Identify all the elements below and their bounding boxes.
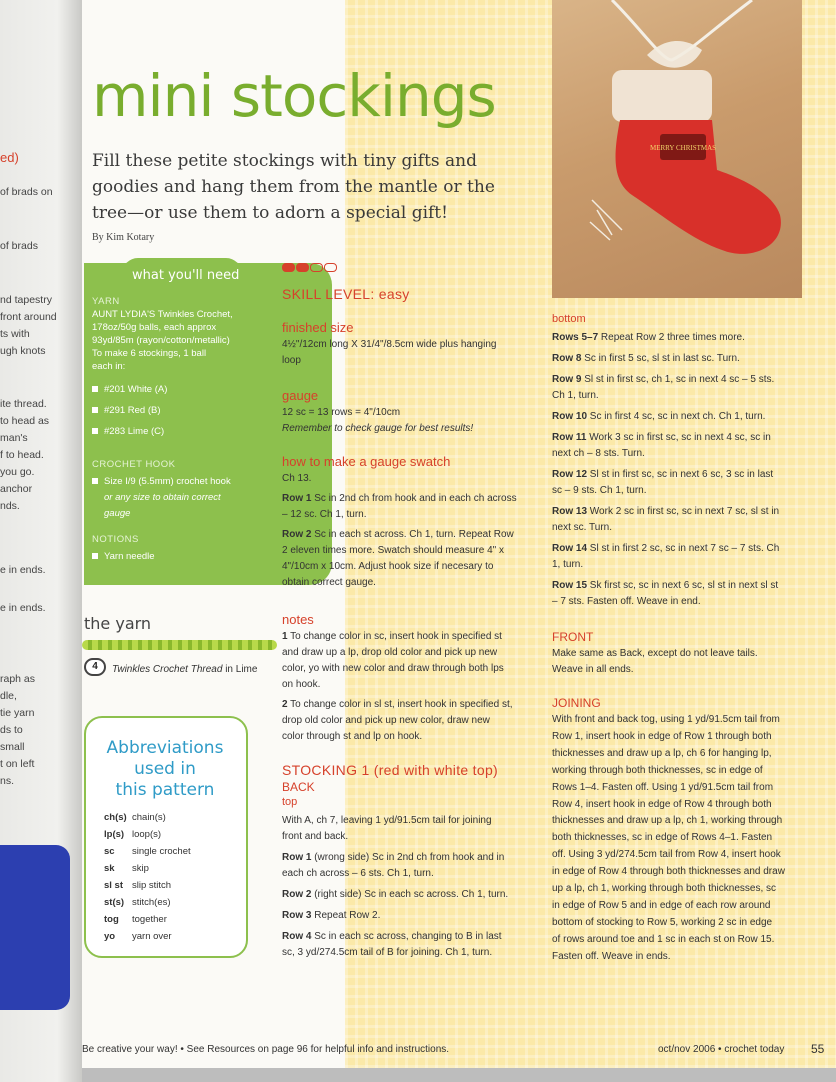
row-label: Row 1 — [282, 493, 312, 504]
text-line: drop old color and pick up new color, draw new — [282, 715, 490, 726]
row-label: Row 1 — [282, 852, 312, 863]
notions-item — [92, 550, 155, 563]
prev-fragment: ds to — [0, 724, 23, 736]
skill-level-label: SKILL LEVEL: easy — [282, 286, 410, 302]
text-line: Sl st in first sc, ch 1, sc in next 4 sc – 5 sts. — [581, 374, 775, 385]
swatch-text — [282, 471, 517, 591]
yarn-line: 178oz/50g balls, each approx — [92, 322, 217, 333]
prev-fragment: to head as — [0, 415, 50, 427]
text-line: of rows around toe and 1 sc in each st on Row 15. — [552, 933, 775, 945]
row-label: Row 13 — [552, 506, 588, 517]
stocking1-heading: STOCKING 1 (red with white top) — [282, 762, 498, 778]
gauge-note: Remember to check gauge for best results! — [282, 423, 474, 434]
prev-fragment: ugh knots — [0, 345, 46, 357]
abbr-code: sl st — [104, 880, 124, 891]
text-line: – 7 sts. Fasten off. Weave in end. — [552, 596, 701, 607]
intro-text: Fill these petite stockings with tiny gifts and goodies and hang them from the mantle or the tree—or use them to adorn a special gift! — [92, 151, 495, 223]
text-line: Work 2 sc in first sc, sc in next 7 sc, sl st in — [587, 506, 780, 517]
byline: By Kim Kotary — [92, 232, 155, 243]
prev-fragment: of brads on — [0, 186, 53, 198]
row-label: Row 14 — [552, 543, 588, 554]
text-line: off. Using 3 yd/274.5cm tail from Row 4, insert hook — [552, 849, 781, 861]
abbr-item — [104, 931, 172, 942]
yarn-strand-image — [82, 640, 277, 650]
footer-issue: oct/nov 2006 • crochet today — [658, 1044, 785, 1055]
yarn-label — [112, 664, 257, 675]
row-label: Row 2 — [282, 889, 312, 900]
text-line: Ch 13. — [282, 473, 312, 484]
prev-fragment: e in ends. — [0, 602, 46, 614]
row-label: Row 9 — [552, 374, 582, 385]
notions-heading: NOTIONS — [92, 534, 139, 545]
prev-fragment: f to head. — [0, 449, 44, 461]
text-line: both thicknesses, sc in edge of Rows 4–1. Fasten — [552, 832, 773, 844]
row-label: Row 2 — [282, 529, 312, 540]
yarn-title: the yarn — [84, 614, 152, 633]
bullet-icon — [92, 407, 98, 413]
swatch-heading: how to make a gauge swatch — [282, 454, 451, 469]
skill-level-meter — [282, 259, 338, 277]
text-line: Row 1, insert hook in edge of Row 1 through both — [552, 730, 772, 742]
text-line: next sc. Turn. — [552, 522, 613, 533]
text-line: Sc in first 5 sc, sl st in last sc. Turn. — [581, 353, 740, 364]
color-label: #291 Red (B) — [104, 405, 161, 416]
prev-fragment: you go. — [0, 466, 35, 478]
stocking-illustration — [552, 0, 802, 298]
prev-page-blue-panel — [0, 845, 70, 1010]
text-line: thicknesses and draw up a lp, ch 6 for hanging lp, — [552, 747, 772, 759]
text-line: (right side) Sc in each sc across. Ch 1, turn. — [311, 889, 509, 900]
prev-fragment: of brads — [0, 240, 38, 252]
prev-fragment: nds. — [0, 500, 20, 512]
text-line: color, yo with new color and draw through both lps — [282, 663, 504, 674]
text-line: color through st and lp on hook. — [282, 731, 423, 742]
text-line: (wrong side) Sc in 2nd ch from hook and in — [311, 852, 505, 863]
abbr-meaning: single crochet — [132, 846, 191, 857]
prev-fragment: ed) — [0, 150, 19, 165]
prev-fragment: t on left — [0, 758, 35, 770]
text-line: sc, 3 yd/274.5cm tail of B for joining. Ch 1, turn. — [282, 947, 493, 958]
row-label: Row 8 — [552, 353, 582, 364]
abbr-code: ch(s) — [104, 812, 127, 823]
yarn-line: each in: — [92, 361, 126, 372]
text-line: on hook. — [282, 679, 321, 690]
hook-heading: CROCHET HOOK — [92, 459, 176, 470]
prev-fragment: ite thread. — [0, 398, 47, 410]
text-line: Repeat Row 2. — [311, 910, 381, 921]
notions-label: Yarn needle — [104, 551, 155, 562]
prev-fragment: small — [0, 741, 25, 753]
text-line: To change color in sc, insert hook in specified st — [287, 631, 502, 642]
hook-line: gauge — [104, 508, 131, 519]
text-line: Sl st in first sc, sc in next 6 sc, 3 sc in last — [587, 469, 774, 480]
abbr-title-line: this pattern — [115, 780, 215, 800]
note-number: 1 — [282, 631, 288, 642]
row-label: Row 12 — [552, 469, 588, 480]
color-label: #201 White (A) — [104, 384, 168, 395]
text-line: each ch across – 6 sts. Ch 1, turn. — [282, 868, 434, 879]
text-line: To change color in sl st, insert hook in specified st, — [287, 699, 513, 710]
text-line: Ch 1, turn. — [552, 390, 599, 401]
prev-fragment: ts with — [0, 328, 30, 340]
abbr-meaning: slip stitch — [132, 880, 172, 891]
row-label: Row 10 — [552, 411, 588, 422]
front-text — [552, 646, 758, 678]
bullet-icon — [92, 478, 98, 484]
footer-tagline: Be creative your way! • See Resources on page 96 for helpful info and instructions. — [82, 1044, 450, 1055]
row-label: Row 3 — [282, 910, 312, 921]
abbr-code: st(s) — [104, 897, 125, 908]
yarn-line: AUNT LYDIA'S Twinkles Crochet, — [92, 309, 233, 320]
abbr-meaning: loop(s) — [132, 829, 162, 840]
text-line: in edge of Row 4 through both thicknesses and draw — [552, 866, 785, 878]
text-line: working through both thicknesses, sc in edge of — [552, 764, 763, 776]
top-heading: top — [282, 796, 298, 808]
abbr-code: tog — [104, 914, 119, 925]
text-line: and draw up a lp, drop old color and pick up new — [282, 647, 498, 658]
text-line: 4½"/12cm long X 31/4"/8.5cm wide plus hanging — [282, 339, 497, 350]
abbr-title-line: Abbreviations — [106, 738, 224, 758]
abbr-code: yo — [104, 931, 116, 942]
text-line: front and back. — [282, 831, 349, 842]
text-line: Repeat Row 2 three times more. — [598, 332, 745, 343]
finished-size-heading: finished size — [282, 320, 354, 335]
hook-line: or any size to obtain correct — [104, 492, 221, 503]
yarn-line: 93yd/85m (rayon/cotton/metallic) — [92, 335, 230, 346]
row-label: Row 11 — [552, 432, 587, 443]
text-line: Row 4, insert hook in edge of Row 4 through both — [552, 798, 772, 810]
text-line: Rows 1–4. Fasten off. Using 1 yd/91.5cm tail from — [552, 781, 774, 793]
prev-fragment: front around — [0, 311, 57, 323]
text-line: With front and back tog, using 1 yd/91.5cm tail from — [552, 714, 780, 725]
hook-line — [92, 475, 231, 488]
abbr-code: sc — [104, 846, 115, 857]
color-item — [92, 383, 167, 396]
skill-pip — [296, 263, 309, 272]
row-label: Row 4 — [282, 931, 312, 942]
stocking-photo — [552, 0, 802, 298]
color-item — [92, 425, 164, 438]
prev-fragment: raph as — [0, 673, 36, 685]
text-line: loop — [282, 355, 301, 366]
text-line: 12 sc = 13 rows = 4"/10cm — [282, 407, 401, 418]
bullet-icon — [92, 553, 98, 559]
color-label: #283 Lime (C) — [104, 426, 165, 437]
color-item — [92, 404, 161, 417]
text-line: Work 3 sc in first sc, sc in next 4 sc, sc in — [586, 432, 771, 443]
text-line: in edge of Row 5 and in edge of each row around — [552, 899, 771, 911]
needs-title: what you'll need — [132, 268, 240, 283]
text-line: Sl st in first 2 sc, sc in next 7 sc – 7 sts. Ch — [587, 543, 780, 554]
text-line: Make same as Back, except do not leave tails. — [552, 648, 758, 659]
prev-fragment: nd tapestry — [0, 294, 52, 306]
text-line: Fasten off. Weave in ends. — [552, 950, 671, 962]
prev-fragment: e in ends. — [0, 564, 46, 576]
text-line: 4"/10cm x 10cm. Adjust hook size if necesary to — [282, 561, 494, 572]
text-line: up a lp, ch 1, working through both thicknesses, sc — [552, 883, 777, 895]
joining-text — [552, 712, 785, 966]
abbr-item — [104, 914, 167, 925]
abbr-item — [104, 812, 166, 823]
yarn-line: To make 6 stockings, 1 ball — [92, 348, 207, 359]
bullet-icon — [92, 428, 98, 434]
abbr-item — [104, 880, 171, 891]
abbr-item — [104, 829, 161, 840]
gauge-text — [282, 405, 473, 437]
text-line: Sc in first 4 sc, sc in next ch. Ch 1, turn. — [587, 411, 766, 422]
abbr-meaning: skip — [132, 863, 149, 874]
prev-fragment: ns. — [0, 775, 15, 787]
tag-text: MERRY CHRISTMAS — [649, 144, 717, 152]
hook-label: Size I/9 (5.5mm) crochet hook — [104, 476, 231, 487]
text-line: With A, ch 7, leaving 1 yd/91.5cm tail for joining — [282, 815, 492, 826]
skill-pip — [282, 263, 295, 272]
prev-fragment: dle, — [0, 690, 17, 702]
abbr-code: lp(s) — [104, 829, 125, 840]
abbr-code: sk — [104, 863, 115, 874]
text-line: sc – 9 sts. Ch 1, turn. — [552, 485, 647, 496]
notes-text — [282, 629, 513, 745]
text-line: 1, turn. — [552, 559, 584, 570]
back-heading: BACK — [282, 780, 315, 794]
text-line: obtain correct gauge. — [282, 577, 376, 588]
text-line: Sc in each sc across, changing to B in last — [311, 931, 502, 942]
front-heading: FRONT — [552, 630, 594, 644]
finished-size-text — [282, 337, 496, 369]
text-line: 2 eleven times more. Swatch should measure 4" x — [282, 545, 504, 556]
abbr-item — [104, 863, 149, 874]
bottom-heading: bottom — [552, 313, 586, 325]
prev-fragment: tie yarn — [0, 707, 35, 719]
row-label: Row 15 — [552, 580, 588, 591]
abbr-meaning: yarn over — [132, 931, 172, 942]
note-number: 2 — [282, 699, 288, 710]
abbr-meaning: stitch(es) — [132, 897, 171, 908]
gauge-heading: gauge — [282, 388, 319, 403]
bottom-text — [552, 330, 808, 610]
yarn-weight-badge: 4 — [84, 658, 106, 676]
stocking1-text — [282, 813, 508, 961]
abbr-item — [104, 897, 171, 908]
text-line: next ch – 8 sts. Turn. — [552, 448, 645, 459]
prev-fragment: man's — [0, 432, 28, 444]
skill-pip — [310, 263, 323, 272]
abbr-title-line: used in — [134, 759, 196, 779]
yarn-name: Twinkles Crochet Thread — [112, 664, 223, 675]
yarn-heading: YARN — [92, 296, 120, 307]
text-line: Sc in 2nd ch from hook and in each ch across — [311, 493, 517, 504]
magazine-page — [82, 0, 836, 1068]
skill-pip — [324, 263, 337, 272]
abbr-meaning: chain(s) — [132, 812, 166, 823]
text-line: thicknesses and draw up a lp, ch 1, working through — [552, 815, 783, 827]
text-line: Sc in each st across. Ch 1, turn. Repeat Row — [311, 529, 514, 540]
yarn-color: in Lime — [225, 664, 258, 675]
notes-heading: notes — [282, 612, 314, 627]
page-title: mini stockings — [92, 62, 496, 130]
text-line: Sk first sc, sc in next 6 sc, sl st in next sl st — [587, 580, 779, 591]
bullet-icon — [92, 386, 98, 392]
text-line: bottom of stocking to Row 5, working 2 sc in edge — [552, 916, 773, 928]
prev-fragment: anchor — [0, 483, 33, 495]
abbr-meaning: together — [132, 914, 167, 925]
text-line: – 12 sc. Ch 1, turn. — [282, 509, 367, 520]
abbreviations-title — [100, 738, 230, 801]
row-label: Rows 5–7 — [552, 332, 599, 343]
page-number: 55 — [811, 1042, 825, 1056]
joining-heading: JOINING — [552, 696, 601, 710]
text-line: Weave in all ends. — [552, 664, 634, 675]
abbr-item — [104, 846, 191, 857]
